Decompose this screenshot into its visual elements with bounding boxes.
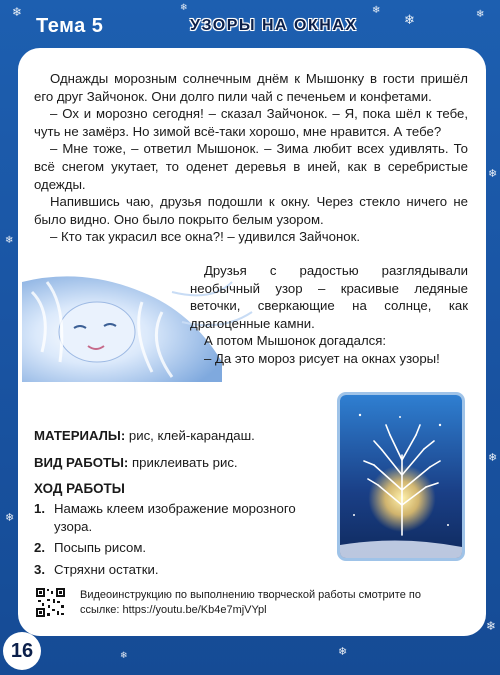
video-instruction-text: Видеоинструкцию по выполнению творческой работы смотрите по ссылке: https://youtu.be/Kb4e7mjVYpl [80, 589, 421, 616]
step-number: 1. [34, 501, 45, 516]
topic-label: Тема 5 [36, 15, 104, 37]
story-paragraph: – Мне тоже, – ответил Мышонок. – Зима любит всех удивлять. То всё снегом укутает, то оденет деревья в иней, как в серебристые одежды. [34, 141, 468, 192]
snowflake-icon: ❄ [488, 451, 498, 464]
snowflake-icon: ❄ [488, 167, 498, 180]
page-number: 16 [3, 632, 41, 670]
snowflake-icon: ❄ [404, 13, 415, 28]
procedure-step [34, 539, 324, 557]
step-text: Посыпь рисом. [54, 540, 147, 556]
step-text: Намажь клеем изображение морозного узора. [54, 501, 296, 534]
snowflake-icon: ❄ [12, 5, 23, 19]
story-paragraph: А потом Мышонок догадался: [204, 333, 387, 349]
snowflake-icon: ❄ [486, 619, 497, 633]
snowflake-icon: ❄ [5, 511, 15, 524]
materials-label: МАТЕРИАЛЫ: [34, 428, 126, 443]
procedure-step [34, 561, 324, 579]
procedure-steps [34, 500, 324, 582]
page-title: УЗОРЫ НА ОКНАХ [190, 17, 358, 34]
work-type-line [34, 455, 334, 470]
story-paragraph: Друзья с радостью разглядывали необычный узор – красивые ледяные веточки, сверкающие на солнце, как драгоценные камни. [190, 263, 468, 331]
snowflake-icon: ❄ [5, 235, 14, 246]
work-type-label: ВИД РАБОТЫ: [34, 455, 129, 470]
qr-code[interactable] [35, 587, 66, 618]
snowflake-icon: ❄ [338, 645, 348, 658]
snowflake-icon: ❄ [372, 5, 381, 16]
step-number: 2. [34, 540, 45, 556]
story-paragraph: – Кто так украсил все окна?! – удивился Зайчонок. [50, 229, 361, 245]
story-text-right [190, 262, 468, 368]
materials-line [34, 428, 334, 443]
step-text: Стряхни остатки. [54, 561, 159, 577]
story-text [34, 70, 468, 246]
procedure-heading: ХОД РАБОТЫ [34, 481, 125, 496]
story-paragraph: – Да это мороз рисует на окнах узоры! [204, 350, 440, 366]
step-number: 3. [34, 561, 45, 577]
frost-tree-picture [340, 395, 462, 558]
snowflake-icon: ❄ [120, 651, 128, 661]
work-type-value: приклеивать рис. [132, 455, 238, 470]
snowflake-icon: ❄ [476, 9, 485, 20]
story-paragraph: – Ох и морозно сегодня! – сказал Зайчонок. – Я, пока шёл к тебе, чуть не замёрз. Но зимой всё-таки хорошо, мне нравится. А тебе? [34, 106, 468, 139]
snowflake-icon: ❄ [180, 3, 188, 13]
materials-value: рис, клей-карандаш. [128, 428, 255, 443]
story-paragraph: Однажды морозным солнечным днём к Мышонку в гости пришёл его друг Зайчонок. Они долго пили чай с печеньем и конфетами. [34, 71, 468, 104]
story-paragraph: Напившись чаю, друзья подошли к окну. Через стекло ничего не было видно. Оно было покрыто белым узором. [34, 194, 468, 227]
procedure-step [34, 500, 324, 535]
